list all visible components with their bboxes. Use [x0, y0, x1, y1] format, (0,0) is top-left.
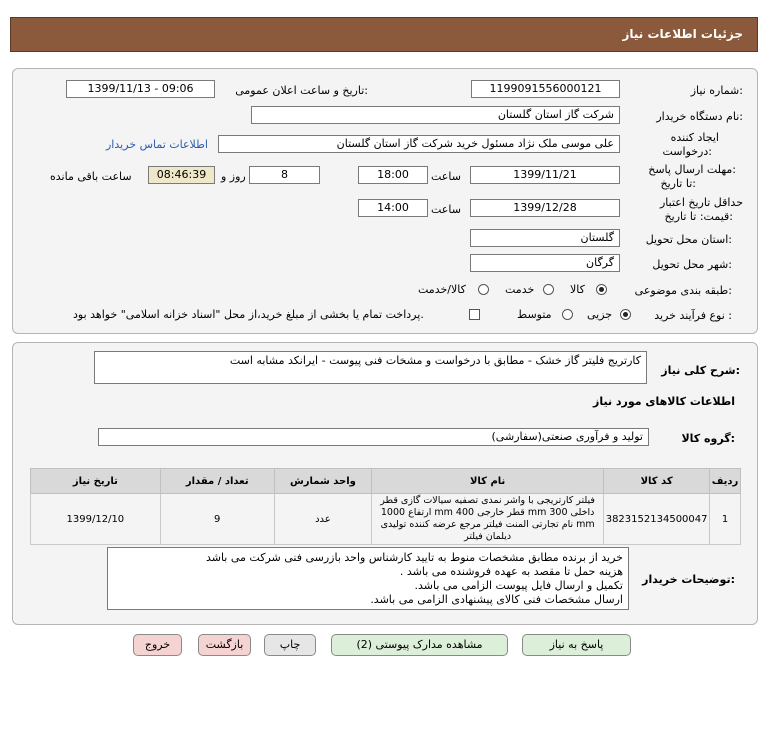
- validity-label-1: حداقل تاریخ اعتبار: [659, 196, 743, 209]
- view-attachments-button[interactable]: مشاهده مدارک پیوستی (2): [331, 634, 508, 656]
- creator-label-1: ایجاد کننده: [670, 131, 719, 144]
- process-minor-label: جزیی: [587, 308, 613, 321]
- goods-group-field: تولید و فرآوری صنعتی(سفارشی): [98, 428, 649, 446]
- city-field: گرگان: [470, 254, 620, 272]
- print-button[interactable]: چاپ: [264, 634, 316, 656]
- description-label: شرح کلی نیاز:: [661, 364, 740, 377]
- note-line: هزینه حمل تا مقصد به عهده فروشنده می باشد .: [399, 565, 623, 578]
- buyer-notes-label: توضیحات خریدار:: [642, 573, 735, 586]
- province-label: استان محل تحویل:: [645, 233, 732, 246]
- note-line: تکمیل و ارسال فایل پیوست الزامی می باشد.: [414, 579, 623, 592]
- days-label: روز و: [221, 170, 246, 183]
- process-minor-radio[interactable]: [620, 309, 631, 320]
- row-index: 1: [710, 494, 741, 545]
- col-index-header: ردیف: [710, 469, 741, 494]
- table-header-row: [31, 469, 741, 494]
- category-goods-radio[interactable]: [596, 284, 607, 295]
- note-line: خرید از برنده مطابق مشخصات منوط به تایید کارشناس واحد بازرسی فنی شرکت می باشد: [205, 551, 623, 564]
- page-header: [10, 17, 758, 52]
- need-number-label: شماره نیاز:: [690, 84, 743, 97]
- creator-field: علی موسی ملک نژاد مسئول خرید شرکت گاز استان گلستان: [218, 135, 620, 153]
- announce-field: 1399/11/13 - 09:06: [66, 80, 215, 98]
- goods-section-title: اطلاعات کالاهای مورد نیاز: [593, 395, 735, 408]
- category-both-label: کالا/خدمت: [418, 283, 466, 296]
- row-code: 3823152134500047: [604, 494, 710, 545]
- exit-button[interactable]: خروج: [133, 634, 182, 656]
- treasury-payment-note: پرداخت تمام یا بخشی از مبلغ خرید،از محل "اسناد خزانه اسلامی" خواهد بود.: [73, 308, 424, 321]
- process-medium-radio[interactable]: [562, 309, 573, 320]
- goods-table: [30, 468, 741, 545]
- deadline-date-field: 1399/11/21: [470, 166, 620, 184]
- col-code-header: کد کالا: [604, 469, 710, 494]
- validity-date-field: 1399/12/28: [470, 199, 620, 217]
- col-qty-header: تعداد / مقدار: [160, 469, 274, 494]
- announce-label: تاریخ و ساعت اعلان عمومی:: [235, 84, 368, 97]
- validity-time-field: 14:00: [358, 199, 428, 217]
- buyer-notes-box: [107, 547, 629, 610]
- category-goods-label: کالا: [570, 283, 585, 296]
- buyer-org-label: نام دستگاه خریدار:: [656, 110, 743, 123]
- deadline-time-field: 18:00: [358, 166, 428, 184]
- category-service-label: خدمت: [505, 283, 535, 296]
- creator-label-2: درخواست:: [662, 145, 712, 158]
- category-label: طبقه بندی موضوعی:: [634, 284, 732, 297]
- row-unit: عدد: [274, 494, 371, 545]
- buyer-org-field: شرکت گاز استان گلستان: [251, 106, 620, 124]
- description-field: کارتریج فلیتر گاز خشک - مطابق با درخواست و مشخات فنی پیوست - ایرانکد مشابه است: [94, 351, 647, 384]
- validity-label-2: قیمت: تا تاریخ:: [664, 210, 733, 223]
- category-both-radio[interactable]: [478, 284, 489, 295]
- remaining-time-field: 08:46:39: [148, 166, 215, 184]
- table-row: [31, 494, 741, 545]
- need-number-field: 1199091556000121: [471, 80, 620, 98]
- deadline-label-1: مهلت ارسال پاسخ:: [648, 163, 736, 176]
- row-name: فیلتر کارتریجی با واشر نمدی تصفیه سیالات گازی قطر داخلی 300 mm قطر خارجی 400 mm ارتفاع 1000 mm نام تجارتی المنت فیلتر مرجع عرضه کننده تولیدی دیلمان فیلتر: [372, 494, 604, 545]
- col-name-header: نام کالا: [372, 469, 604, 494]
- reply-button[interactable]: پاسخ به نیاز: [522, 634, 631, 656]
- treasury-payment-checkbox[interactable]: [469, 309, 480, 320]
- back-button[interactable]: بازگشت: [198, 634, 251, 656]
- province-field: گلستان: [470, 229, 620, 247]
- deadline-label-2: تا تاریخ:: [660, 177, 696, 190]
- city-label: شهر محل تحویل:: [652, 258, 732, 271]
- remaining-label: ساعت باقی مانده: [50, 170, 132, 183]
- page-title: جزئیات اطلاعات نیاز: [622, 27, 743, 41]
- row-qty: 9: [160, 494, 274, 545]
- category-service-radio[interactable]: [543, 284, 554, 295]
- goods-group-label: گروه کالا:: [681, 432, 735, 445]
- row-date: 1399/12/10: [31, 494, 161, 545]
- contact-buyer-link[interactable]: اطلاعات تماس خریدار: [106, 138, 208, 151]
- days-field: 8: [249, 166, 320, 184]
- process-label: نوع فرآیند خرید :: [654, 309, 732, 322]
- process-medium-label: متوسط: [517, 308, 552, 321]
- deadline-time-label: ساعت: [431, 170, 461, 183]
- validity-time-label: ساعت: [431, 203, 461, 216]
- note-line: ارسال مشخصات فنی کالای پیشنهادی الزامی می باشد.: [370, 593, 623, 606]
- col-date-header: تاریخ نیاز: [31, 469, 161, 494]
- col-unit-header: واحد شمارش: [274, 469, 371, 494]
